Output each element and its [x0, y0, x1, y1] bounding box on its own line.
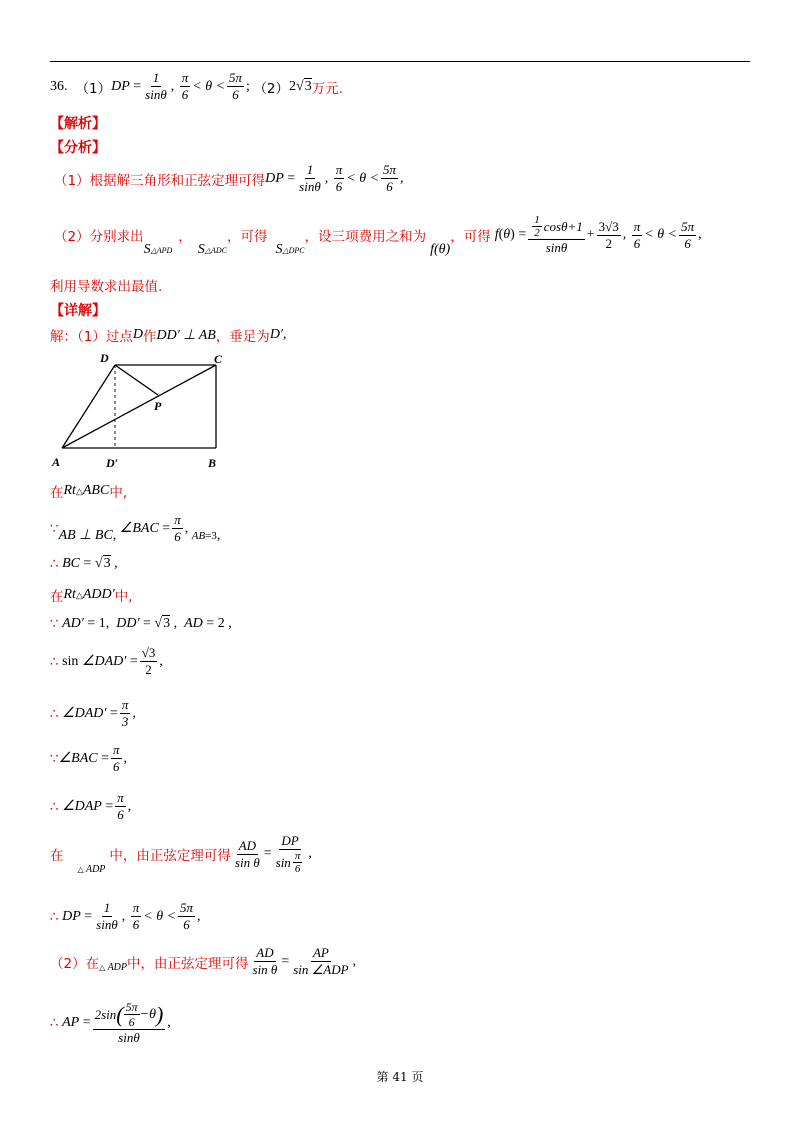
because-symbol: ∵ — [50, 750, 59, 767]
figure-label-B: B — [208, 456, 217, 470]
rt-add-pre: 在 — [50, 589, 64, 605]
geometry-figure — [48, 350, 228, 475]
therefore-angle-dap: ∴ ∠DAP = $\frac{\pi}{6}$ , — [50, 790, 132, 822]
fenxi-line-3: 利用导数求出最值. — [50, 279, 163, 295]
intro-make: 作 — [142, 329, 157, 345]
header-rule — [50, 61, 750, 62]
therefore-dp: ∴ DP = $\frac{1}{\sin\theta}$ , $\frac{\pi}{6}$ < θ < $\frac{5\pi}{6}$ , — [50, 900, 201, 932]
fenxi-text-2: （2）分别求出 — [54, 229, 144, 245]
page-footer: 第 41 页 — [376, 1070, 424, 1084]
unit-text: 万元. — [311, 80, 344, 97]
part2-mid: 中，由正弦定理可得 — [127, 955, 249, 972]
figure-label-Dprime: D′ — [106, 456, 119, 470]
because-line-1: ∵ AB ⊥ BC , ∠BAC = $\frac{\pi}{6}$ , AB =3 , — [50, 512, 221, 544]
analysis-heading: 【解析】 — [50, 116, 106, 132]
therefore-angle-dad: ∴ ∠DAD′ = $\frac{\pi}{3}$ , — [50, 697, 136, 729]
because-line-2: ∵ AD′ = 1, DD′ = √3 , AD = 2 , — [50, 616, 232, 632]
therefore-symbol: ∴ — [50, 653, 59, 670]
sine-rule-line: 在 △ ADP 中，由正弦定理可得 $\frac{AD}{\text{sin θ}}$ = DP sin $\frac{\pi}{6}$ , — [50, 833, 312, 875]
fenxi-line-1: （1）根据解三角形和正弦定理可得 DP = $\frac{1}{\sin\theta}$ , $\frac{\pi}{6}$ < θ < $\frac{5\pi}{6}$ , — [54, 162, 404, 194]
part2-line: （2）在 △ ADP 中，由正弦定理可得 $\frac{AD}{\text{sin θ}}$ = $\frac{AP}{\text{sin ∠ADP}}$ , — [50, 945, 357, 977]
therefore-symbol: ∴ — [50, 908, 59, 925]
rt-abc-line: 在 Rt △ ABC 中, — [50, 483, 128, 501]
part2-pre: （2）在 — [50, 955, 100, 972]
figure-label-D: D — [100, 351, 109, 365]
fenxi-heading: 【分析】 — [50, 140, 106, 156]
fenxi-comma: ， — [178, 229, 192, 245]
rt-abc-post: 中, — [109, 485, 128, 501]
detail-heading: 【详解】 — [50, 303, 106, 319]
question-number: 36. — [50, 78, 68, 94]
part1-label: （1） — [75, 80, 112, 97]
intro-text: 解：（1）过点 — [50, 329, 133, 345]
rt-add-line: 在 Rt △ ADD′ 中, — [50, 587, 133, 605]
therefore-symbol: ∴ — [50, 1015, 59, 1031]
sine-rule-mid: 中，由正弦定理可得 — [109, 848, 231, 864]
therefore-ap: ∴ AP = 2sin ( $\frac{5\pi}{6}$ −θ ) sinθ , — [50, 1000, 171, 1045]
because-symbol: ∵ — [50, 520, 59, 537]
fenxi-line-2: （2）分别求出 S△APD ， S△ADC ，可得 S△DPC ，设三项费用之和为 f(θ) ，可得 f ( θ ) = $\frac{1}{2}$ cos θ +1 sinθ + $\frac{3√3}{2}$ , $\frac{\pi}{6}$ < θ < $\frac{5\pi}{6}$ , — [54, 214, 702, 257]
sine-rule-pre: 在 — [50, 848, 64, 864]
therefore-bc: ∴ BC = √3 , — [50, 556, 118, 572]
part2-label: （2） — [253, 80, 290, 97]
fenxi-text-1: （1）根据解三角形和正弦定理可得 — [54, 172, 266, 189]
because-symbol: ∵ — [50, 616, 59, 632]
fenxi-text-5: ，可得 — [450, 229, 491, 245]
because-angle-bac: ∵ ∠BAC = $\frac{\pi}{6}$ , — [50, 742, 128, 774]
solution-intro: 解：（1）过点 D 作 DD′ ⊥ AB ，垂足为 D′ , — [50, 327, 287, 345]
therefore-symbol: ∴ — [50, 556, 59, 572]
rt-abc-pre: 在 — [50, 485, 64, 501]
therefore-symbol: ∴ — [50, 798, 59, 815]
therefore-sin: ∴ sin ∠DAD′ = $\frac{√3}{2}$ , — [50, 645, 163, 677]
figure-label-C: C — [214, 352, 223, 366]
figure-label-A: A — [52, 455, 61, 469]
figure-label-P: P — [154, 399, 162, 413]
answer-line: 36. （1） DP = $\frac{1}{\sin\theta}$ , $\frac{\pi}{6}$ < θ < $\frac{5\pi}{6}$ ; （2） 2 √3 万元. — [50, 70, 344, 102]
intro-foot: ，垂足为 — [215, 329, 270, 345]
rt-add-post: 中, — [114, 589, 133, 605]
fenxi-text-3: ，可得 — [226, 229, 268, 245]
therefore-symbol: ∴ — [50, 705, 59, 722]
fenxi-text-4: ，设三项费用之和为 — [304, 229, 427, 245]
